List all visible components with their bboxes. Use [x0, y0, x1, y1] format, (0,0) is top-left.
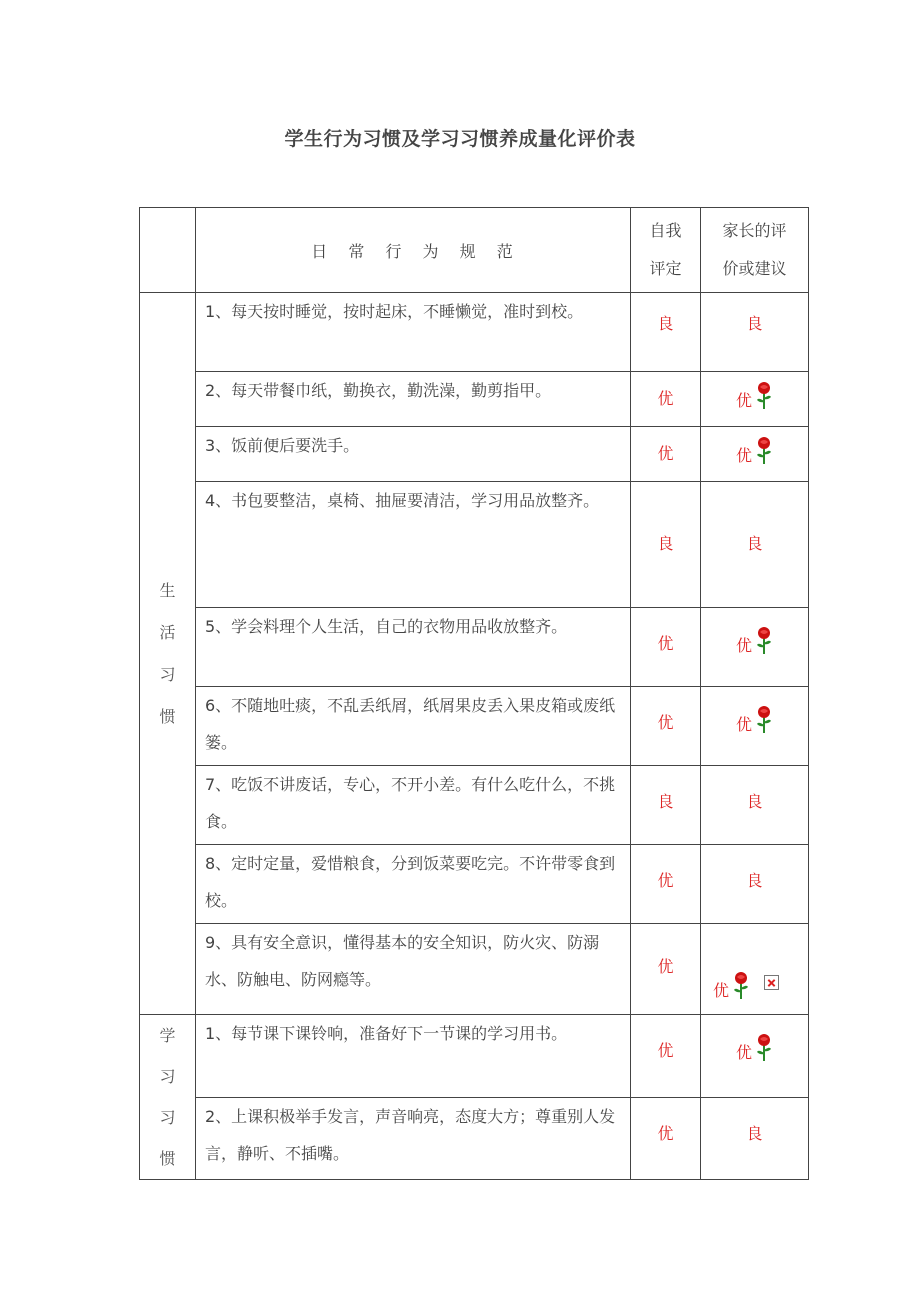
norm-text-content: 4、书包要整洁，桌椅、抽屉要清洁，学习用品放整齐。	[205, 491, 600, 510]
table-row	[140, 1097, 809, 1180]
norm-text-content: 6、不随地吐痰，不乱丢纸屑，纸屑果皮丢入果皮箱或废纸篓。	[205, 696, 616, 752]
norm-text	[196, 766, 631, 845]
parent-grade-text: 优	[735, 1043, 752, 1062]
table-row	[140, 766, 809, 845]
parent-grade	[701, 1015, 809, 1098]
category-char: 活	[159, 622, 176, 642]
table-row	[140, 372, 809, 427]
parent-grade	[701, 687, 809, 766]
header-empty-cell	[140, 208, 196, 293]
parent-grade	[701, 766, 809, 845]
norm-text-content: 2、上课积极举手发言，声音响亮，态度大方；尊重别人发言，静听、不插嘴。	[205, 1106, 616, 1163]
category-char: 惯	[159, 706, 176, 726]
table-row	[140, 293, 809, 372]
header-norm: 日 常 行 为 规 范	[196, 208, 631, 293]
norm-text-content: 9、具有安全意识，懂得基本的安全知识，防火灾、防溺水、防触电、防网瘾等。	[205, 933, 600, 989]
rose-icon	[755, 1034, 773, 1062]
norm-text	[196, 924, 631, 1015]
table-row	[140, 845, 809, 924]
rose-icon	[755, 627, 773, 655]
rose-icon	[732, 972, 750, 1000]
parent-grade-text: 优	[735, 715, 752, 734]
parent-grade-text: 良	[746, 871, 763, 890]
evaluation-table	[139, 207, 809, 1180]
parent-grade-text: 优	[713, 981, 730, 1000]
norm-text	[196, 482, 631, 608]
table-row	[140, 608, 809, 687]
parent-grade	[701, 924, 809, 1015]
header-row	[140, 208, 809, 293]
category-life	[140, 293, 196, 1015]
parent-grade-text: 良	[746, 314, 763, 333]
norm-text	[196, 608, 631, 687]
self-grade: 良	[631, 482, 701, 608]
category-char: 习	[159, 1067, 176, 1086]
parent-grade-text: 良	[746, 792, 763, 811]
self-grade: 优	[631, 1015, 701, 1098]
header-parent-line2: 价或建议	[722, 259, 787, 278]
parent-grade	[701, 845, 809, 924]
header-parent	[701, 208, 809, 293]
rose-icon	[755, 382, 773, 410]
norm-text-content: 3、饭前便后要洗手。	[205, 436, 360, 455]
parent-grade-text: 优	[735, 391, 752, 410]
table-row	[140, 924, 809, 1015]
category-study	[140, 1015, 196, 1180]
page-title: 学生行为习惯及学习习惯养成量化评价表	[284, 128, 636, 150]
category-char: 生	[159, 580, 176, 600]
table-row	[140, 687, 809, 766]
norm-text	[196, 293, 631, 372]
parent-grade-text: 良	[746, 534, 763, 553]
broken-image-icon	[764, 975, 779, 990]
parent-grade	[701, 293, 809, 372]
norm-text	[196, 1015, 631, 1098]
parent-grade	[701, 482, 809, 608]
self-grade: 优	[631, 608, 701, 687]
self-grade: 优	[631, 687, 701, 766]
norm-text	[196, 372, 631, 427]
norm-text-content: 8、定时定量，爱惜粮食，分到饭菜要吃完。不许带零食到校。	[205, 854, 616, 910]
table-row	[140, 482, 809, 608]
rose-icon	[755, 706, 773, 734]
self-grade: 优	[631, 845, 701, 924]
parent-grade-text: 良	[746, 1123, 763, 1143]
norm-text	[196, 845, 631, 924]
norm-text-content: 5、学会料理个人生活，自己的衣物用品收放整齐。	[205, 617, 568, 636]
norm-text	[196, 687, 631, 766]
table-row	[140, 427, 809, 482]
norm-text-content: 2、每天带餐巾纸，勤换衣，勤洗澡，勤剪指甲。	[205, 381, 552, 400]
norm-text-content: 1、每天按时睡觉，按时起床，不睡懒觉，准时到校。	[205, 302, 584, 321]
parent-grade	[701, 427, 809, 482]
header-parent-line1: 家长的评	[722, 221, 787, 240]
self-grade: 优	[631, 427, 701, 482]
parent-grade	[701, 1097, 809, 1180]
self-grade: 良	[631, 293, 701, 372]
parent-grade	[701, 372, 809, 427]
norm-text-content: 7、吃饭不讲废话，专心，不开小差。有什么吃什么，不挑食。	[205, 775, 616, 831]
header-self	[631, 208, 701, 293]
table-row	[140, 1015, 809, 1098]
header-self-line1: 自我	[649, 221, 682, 240]
self-grade: 优	[631, 372, 701, 427]
self-grade: 良	[631, 766, 701, 845]
self-grade: 优	[631, 1097, 701, 1180]
category-char: 学	[159, 1026, 176, 1045]
category-char: 习	[159, 1108, 176, 1127]
parent-grade	[701, 608, 809, 687]
parent-grade-text: 优	[735, 636, 752, 655]
norm-text	[196, 1097, 631, 1180]
norm-text-content: 1、每节课下课铃响，准备好下一节课的学习用书。	[205, 1024, 568, 1043]
category-char: 习	[159, 664, 176, 684]
header-self-line2: 评定	[649, 259, 682, 278]
category-char: 惯	[159, 1149, 176, 1168]
parent-grade-text: 优	[735, 446, 752, 465]
rose-icon	[755, 437, 773, 465]
norm-text	[196, 427, 631, 482]
self-grade: 优	[631, 924, 701, 1015]
